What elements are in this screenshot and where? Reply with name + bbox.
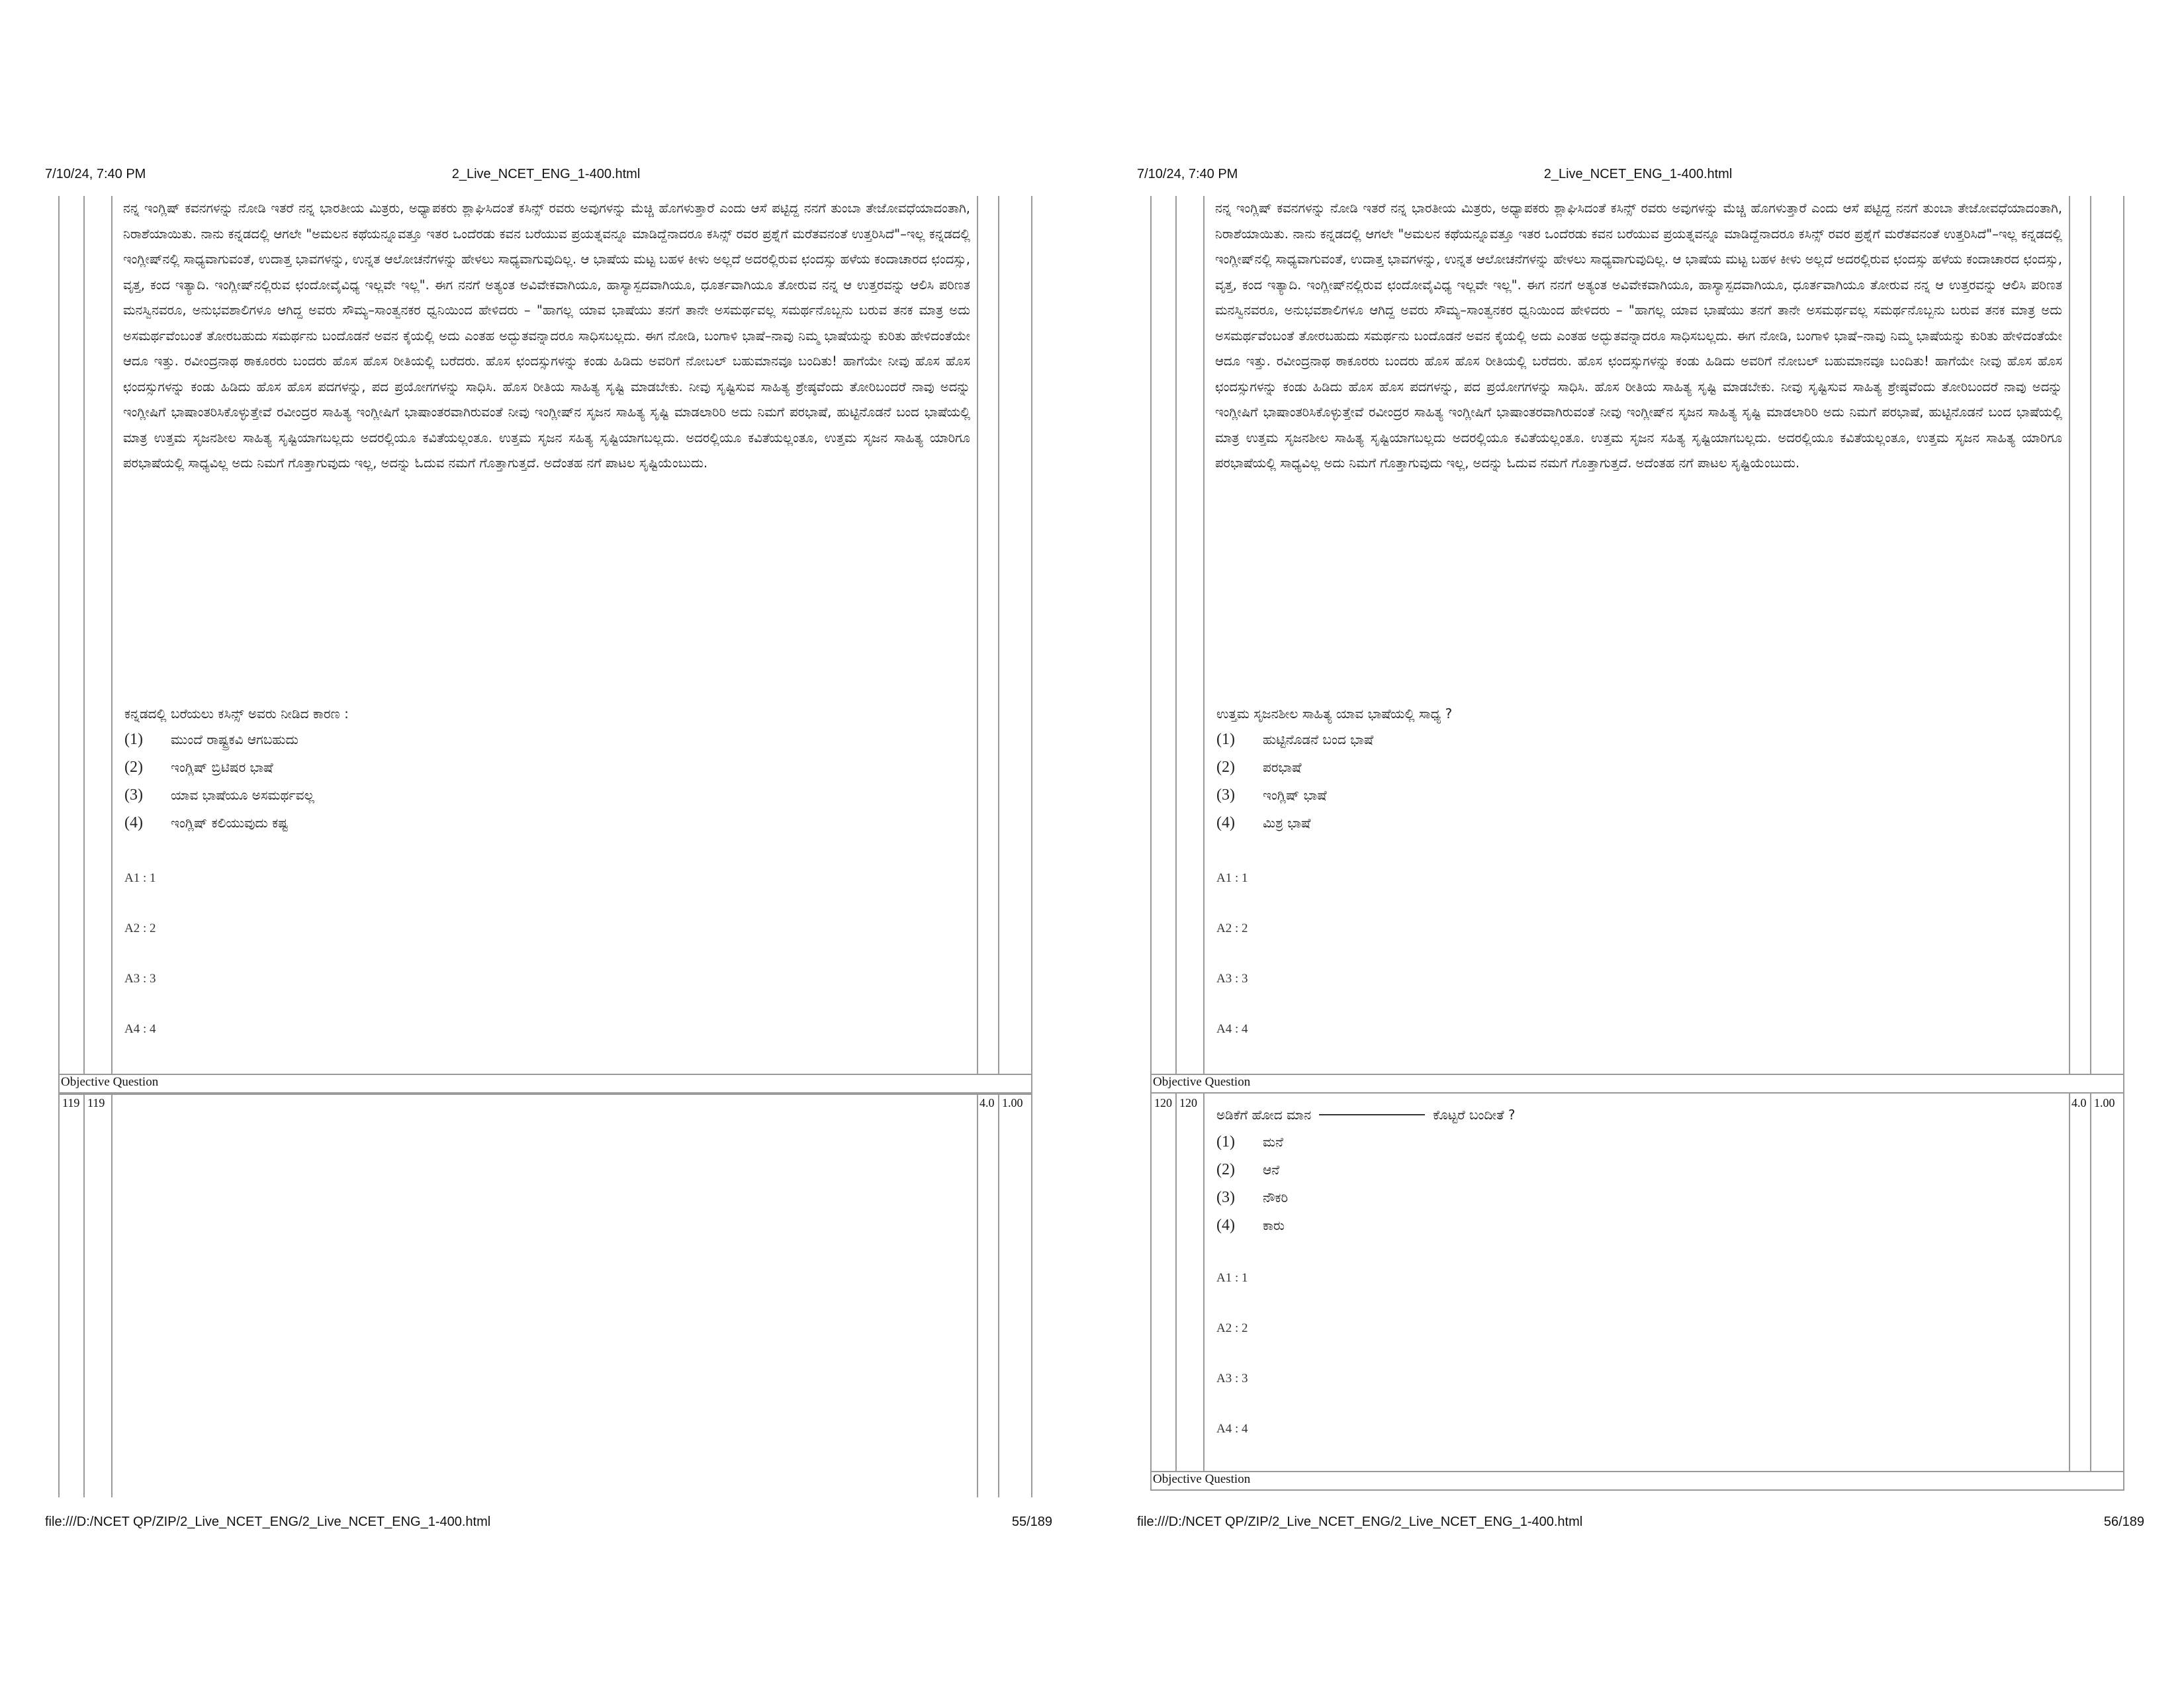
- question-stem: ಕನ್ನಡದಲ್ಲಿ ಬರೆಯಲು ಕಸಿನ್ಸ್ ಅವರು ನೀಡಿದ ಕಾರಣ :: [124, 706, 349, 722]
- table-border-left: [1150, 1092, 1152, 1472]
- option-item: [1216, 753, 1373, 781]
- table-border-col: [2069, 196, 2070, 1080]
- print-title: 2_Live_NCET_ENG_1-400.html: [1543, 167, 1733, 181]
- question-type-row: [1150, 1471, 2124, 1491]
- option-item: [1216, 1184, 1288, 1211]
- question-marks: 4.0: [2071, 1096, 2087, 1109]
- print-title: 2_Live_NCET_ENG_1-400.html: [451, 167, 641, 181]
- question-type-label: Objective Question: [1153, 1075, 1251, 1089]
- print-date: 7/10/24, 7:40 PM: [45, 167, 146, 181]
- table-border-col: [998, 1092, 999, 1497]
- table-border-left: [58, 1092, 60, 1497]
- answer-key-1: A1 : 1: [1216, 1271, 1248, 1285]
- print-date: 7/10/24, 7:40 PM: [1137, 167, 1238, 181]
- table-border-right: [2123, 1092, 2124, 1472]
- table-border-left: [1150, 196, 1152, 1080]
- table-border-col: [998, 196, 999, 1080]
- answer-key-2: A2 : 2: [1216, 1321, 1248, 1335]
- option-number: (3): [1216, 786, 1235, 804]
- options-list: [1216, 726, 1373, 837]
- table-border-col: [2090, 1092, 2091, 1472]
- option-item: [1216, 781, 1373, 809]
- option-text: ಮುಂದೆ ರಾಷ್ಟ್ರಕವಿ ಆಗಬಹುದು: [171, 731, 298, 747]
- option-number: (2): [124, 758, 143, 776]
- question-type-label: Objective Question: [1153, 1472, 1251, 1486]
- option-text: ಇಂಗ್ಲಿಷ್ ಕಲಿಯುವುದು ಕಷ್ಟ: [171, 815, 289, 831]
- option-text: ಪರಭಾಷೆ: [1263, 759, 1302, 775]
- reading-passage: ನನ್ನ ಇಂಗ್ಲಿಷ್ ಕವನಗಳನ್ನು ನೋಡಿ ಇತರೆ ನನ್ನ ಭಾರತೀಯ ಮಿತ್ರರು, ಅಧ್ಯಾಪಕರು ಶ್ಲಾಘಿಸಿದಂತೆ ಕಸಿನ್ಸ್ ರವರು ಅವುಗಳನ್ನು ಮೆಚ್ಚಿ ಹೊಗಳುತ್ತಾರೆ ಎಂದು ಆಸೆ ಪಟ್ಟಿದ್ದ ನನಗೆ ತುಂಬಾ ತೇಜೋವಧೆಯಾದಂತಾಗಿ, ನಿರಾಶೆಯಾಯಿತು. ನಾನು ಕನ್ನಡದಲ್ಲಿ ಆಗಲೇ "ಅಮಲನ ಕಥೆಯನ್ನೂವತ್ತೂ ಇತರ ಒಂದೆರಡು ಕವನ ಬರೆಯುವ ಪ್ರಯತ್ನವನ್ನೂ ಮಾಡಿದ್ದೆನಾದರೂ ಕಸಿನ್ಸ್ ರವರ ಪ್ರಶ್ನೆಗೆ ಮರೆತವನಂತೆ ಉತ್ತರಿಸಿದೆ"–ಇಲ್ಲ ಕನ್ನಡದಲ್ಲಿ ಇಂಗ್ಲೀಷ್‌ನಲ್ಲಿ ಸಾಧ್ಯವಾಗುವಂತೆ, ಉದಾತ್ತ ಭಾವಗಳನ್ನು, ಉನ್ನತ ಆಲೋಚನೆಗಳನ್ನು ಹೇಳಲು ಸಾಧ್ಯವಾಗುವುದಿಲ್ಲ. ಆ ಭಾಷೆಯ ಮಟ್ಟ ಬಹಳ ಕೀಳು ಅಲ್ಲದೆ ಅದರಲ್ಲಿರುವ ಛಂದಸ್ಸು ಹಳೆಯ ಕಂದಾಚಾರದ ಛಂದಸ್ಸು, ವೃತ್ತ, ಕಂದ ಇತ್ಯಾದಿ. ಇಂಗ್ಲೀಷ್‌ನಲ್ಲಿರುವ ಛಂದೋವೈವಿಧ್ಯ ಇಲ್ಲವೇ ಇಲ್ಲ". ಈಗ ನನಗೆ ಅತ್ಯಂತ ಅವಿವೇಕವಾಗಿಯೂ, ಹಾಸ್ಯಾಸ್ಪದವಾಗಿಯೂ, ಧೂರ್ತವಾಗಿಯೂ ತೋರುವ ನನ್ನ ಆ ಉತ್ತರವನ್ನು ಆಲಿಸಿ ಪರಿಣತ ಮನಸ್ವಿನವರೂ, ಅನುಭವಶಾಲಿಗಳೂ ಆಗಿದ್ದ ಅವರು ಸೌಮ್ಯ–ಸಾಂತ್ವನಕರ ಧ್ವನಿಯಿಂದ ಹೇಳಿದರು – "ಹಾಗಲ್ಲ ಯಾವ ಭಾಷೆಯು ತನಗೆ ತಾನೇ ಅಸಮರ್ಥವಲ್ಲ ಸಮರ್ಥನೊಬ್ಬನು ಬರುವ ತನಕ ಮಾತ್ರ ಅದು ಅಸಮರ್ಥವೆಂಬಂತೆ ತೋರಬಹುದು ಸಮರ್ಥನು ಬಂದೊಡನೆ ಅವನ ಕೈಯಲ್ಲಿ ಅದು ಎಂತಹ ಅದ್ಭುತವನ್ನಾದರೂ ಸಾಧಿಸಬಲ್ಲದು. ಈಗ ನೋಡಿ, ಬಂಗಾಳಿ ಭಾಷೆ–ನಾವು ನಿಮ್ಮ ಭಾಷೆಯನ್ನು ಕುರಿತು ಹೇಳಿದಂತೆಯೇ ಆದೂ ಇತ್ತು. ರವೀಂದ್ರನಾಥ ಠಾಕೂರರು ಬಂದರು ಹೊಸ ಹೊಸ ರೀತಿಯಲ್ಲಿ ಬರೆದರು. ಹೊಸ ಛಂದಸ್ಸುಗಳನ್ನು ಕಂಡು ಹಿಡಿದು ಅವರಿಗೆ ನೋಬಲ್ ಬಹುಮಾನವೂ ಬಂದಿತು! ಹಾಗೆಯೇ ನೀವು ಹೊಸ ಹೊಸ ಛಂದಸ್ಸುಗಳನ್ನು ಕಂಡು ಹಿಡಿದು ಹೊಸ ಹೊಸ ಪದಗಳನ್ನು, ಪದ ಪ್ರಯೋಗಗಳನ್ನು ಸಾಧಿಸಿ. ಹೊಸ ರೀತಿಯ ಸಾಹಿತ್ಯ ಸೃಷ್ಟಿ ಮಾಡಬೇಕು. ನೀವು ಸೃಷ್ಟಿಸುವ ಸಾಹಿತ್ಯ ಶ್ರೇಷ್ಠವೆಂದು ತೋರಿಬಂದರೆ ನಾವು ಅದನ್ನು ಇಂಗ್ಲೀಷಿಗೆ ಭಾಷಾಂತರಿಸಿಕೊಳ್ಳುತ್ತೇವೆ ರವೀಂದ್ರರ ಸಾಹಿತ್ಯ ಇಂಗ್ಲೀಷಿಗೆ ಭಾಷಾಂತರವಾಗಿರುವಂತೆ ನೀವು ಇಂಗ್ಲೀಷ್‌ನ ಸೃಜನ ಸಾಹಿತ್ಯ ಸೃಷ್ಟಿ ಮಾಡಲಾರಿರಿ ಅದು ನಿಮಗೆ ಪರಭಾಷೆ, ಹುಟ್ಟಿನೊಡನೆ ಬಂದ ಭಾಷೆಯಲ್ಲಿ ಮಾತ್ರ ಉತ್ತಮ ಸೃಜನಶೀಲ ಸಾಹಿತ್ಯ ಸೃಷ್ಟಿಯಾಗಬಲ್ಲದು ಅದರಲ್ಲಿಯೂ ಕವಿತೆಯಲ್ಲಂತೂ. ಉತ್ತಮ ಸೃಜನ ಸಹಿತ್ಯ ಸೃಷ್ಟಿಯಾಗಬಲ್ಲದು. ಅದರಲ್ಲಿಯೂ ಕವಿತೆಯಲ್ಲಂತೂ, ಉತ್ತಮ ಸೃಜನ ಸಾಹಿತ್ಯ ಯಾರಿಗೂ ಪರಭಾಷೆಯಲ್ಲಿ ಸಾಧ್ಯವಿಲ್ಲ ಅದು ನಿಮಗೆ ಗೊತ್ತಾಗುವುದು ಇಲ್ಲ, ಅದನ್ನು ಓದುವ ನಮಗೆ ಗೊತ್ತಾಗುತ್ತದೆ. ಅದೆಂತಹ ನಗೆ ಪಾಟಲ ಸೃಷ್ಟಿಯೆಂಬುದು.: [123, 201, 970, 471]
- negative-marks: 1.00: [2094, 1096, 2115, 1109]
- answer-key-3: A3 : 3: [1216, 1372, 1248, 1385]
- options-list: [1216, 1128, 1288, 1239]
- question-type-label: Objective Question: [61, 1075, 159, 1089]
- option-item: [124, 809, 314, 837]
- negative-marks: 1.00: [1002, 1096, 1023, 1109]
- option-text: ಆನೆ: [1263, 1162, 1280, 1178]
- answer-key-2: A2 : 2: [1216, 921, 1248, 935]
- answer-key-4: A4 : 4: [1216, 1022, 1248, 1036]
- option-number: (4): [124, 814, 143, 831]
- row-divider: [58, 1094, 1032, 1095]
- question-serial: 119: [62, 1096, 80, 1109]
- question-marks: 4.0: [979, 1096, 995, 1109]
- option-item: [124, 753, 314, 781]
- question-serial: 120: [1154, 1096, 1172, 1109]
- option-number: (1): [1216, 1133, 1235, 1150]
- question-id: 120: [1179, 1096, 1197, 1109]
- option-text: ಇಂಗ್ಲಿಷ್ ಬ್ರಿಟಿಷರ ಭಾಷೆ: [171, 759, 273, 775]
- option-number: (2): [1216, 758, 1235, 776]
- reading-passage: ನನ್ನ ಇಂಗ್ಲಿಷ್ ಕವನಗಳನ್ನು ನೋಡಿ ಇತರೆ ನನ್ನ ಭಾರತೀಯ ಮಿತ್ರರು, ಅಧ್ಯಾಪಕರು ಶ್ಲಾಘಿಸಿದಂತೆ ಕಸಿನ್ಸ್ ರವರು ಅವುಗಳನ್ನು ಮೆಚ್ಚಿ ಹೊಗಳುತ್ತಾರೆ ಎಂದು ಆಸೆ ಪಟ್ಟಿದ್ದ ನನಗೆ ತುಂಬಾ ತೇಜೋವಧೆಯಾದಂತಾಗಿ, ನಿರಾಶೆಯಾಯಿತು. ನಾನು ಕನ್ನಡದಲ್ಲಿ ಆಗಲೇ "ಅಮಲನ ಕಥೆಯನ್ನೂವತ್ತೂ ಇತರ ಒಂದೆರಡು ಕವನ ಬರೆಯುವ ಪ್ರಯತ್ನವನ್ನೂ ಮಾಡಿದ್ದೆನಾದರೂ ಕಸಿನ್ಸ್ ರವರ ಪ್ರಶ್ನೆಗೆ ಮರೆತವನಂತೆ ಉತ್ತರಿಸಿದೆ"–ಇಲ್ಲ ಕನ್ನಡದಲ್ಲಿ ಇಂಗ್ಲೀಷ್‌ನಲ್ಲಿ ಸಾಧ್ಯವಾಗುವಂತೆ, ಉದಾತ್ತ ಭಾವಗಳನ್ನು, ಉನ್ನತ ಆಲೋಚನೆಗಳನ್ನು ಹೇಳಲು ಸಾಧ್ಯವಾಗುವುದಿಲ್ಲ. ಆ ಭಾಷೆಯ ಮಟ್ಟ ಬಹಳ ಕೀಳು ಅಲ್ಲದೆ ಅದರಲ್ಲಿರುವ ಛಂದಸ್ಸು ಹಳೆಯ ಕಂದಾಚಾರದ ಛಂದಸ್ಸು, ವೃತ್ತ, ಕಂದ ಇತ್ಯಾದಿ. ಇಂಗ್ಲೀಷ್‌ನಲ್ಲಿರುವ ಛಂದೋವೈವಿಧ್ಯ ಇಲ್ಲವೇ ಇಲ್ಲ". ಈಗ ನನಗೆ ಅತ್ಯಂತ ಅವಿವೇಕವಾಗಿಯೂ, ಹಾಸ್ಯಾಸ್ಪದವಾಗಿಯೂ, ಧೂರ್ತವಾಗಿಯೂ ತೋರುವ ನನ್ನ ಆ ಉತ್ತರವನ್ನು ಆಲಿಸಿ ಪರಿಣತ ಮನಸ್ವಿನವರೂ, ಅನುಭವಶಾಲಿಗಳೂ ಆಗಿದ್ದ ಅವರು ಸೌಮ್ಯ–ಸಾಂತ್ವನಕರ ಧ್ವನಿಯಿಂದ ಹೇಳಿದರು – "ಹಾಗಲ್ಲ ಯಾವ ಭಾಷೆಯು ತನಗೆ ತಾನೇ ಅಸಮರ್ಥವಲ್ಲ ಸಮರ್ಥನೊಬ್ಬನು ಬರುವ ತನಕ ಮಾತ್ರ ಅದು ಅಸಮರ್ಥವೆಂಬಂತೆ ತೋರಬಹುದು ಸಮರ್ಥನು ಬಂದೊಡನೆ ಅವನ ಕೈಯಲ್ಲಿ ಅದು ಎಂತಹ ಅದ್ಭುತವನ್ನಾದರೂ ಸಾಧಿಸಬಲ್ಲದು. ಈಗ ನೋಡಿ, ಬಂಗಾಳಿ ಭಾಷೆ–ನಾವು ನಿಮ್ಮ ಭಾಷೆಯನ್ನು ಕುರಿತು ಹೇಳಿದಂತೆಯೇ ಆದೂ ಇತ್ತು. ರವೀಂದ್ರನಾಥ ಠಾಕೂರರು ಬಂದರು ಹೊಸ ಹೊಸ ರೀತಿಯಲ್ಲಿ ಬರೆದರು. ಹೊಸ ಛಂದಸ್ಸುಗಳನ್ನು ಕಂಡು ಹಿಡಿದು ಅವರಿಗೆ ನೋಬಲ್ ಬಹುಮಾನವೂ ಬಂದಿತು! ಹಾಗೆಯೇ ನೀವು ಹೊಸ ಹೊಸ ಛಂದಸ್ಸುಗಳನ್ನು ಕಂಡು ಹಿಡಿದು ಹೊಸ ಹೊಸ ಪದಗಳನ್ನು, ಪದ ಪ್ರಯೋಗಗಳನ್ನು ಸಾಧಿಸಿ. ಹೊಸ ರೀತಿಯ ಸಾಹಿತ್ಯ ಸೃಷ್ಟಿ ಮಾಡಬೇಕು. ನೀವು ಸೃಷ್ಟಿಸುವ ಸಾಹಿತ್ಯ ಶ್ರೇಷ್ಠವೆಂದು ತೋರಿಬಂದರೆ ನಾವು ಅದನ್ನು ಇಂಗ್ಲೀಷಿಗೆ ಭಾಷಾಂತರಿಸಿಕೊಳ್ಳುತ್ತೇವೆ ರವೀಂದ್ರರ ಸಾಹಿತ್ಯ ಇಂಗ್ಲೀಷಿಗೆ ಭಾಷಾಂತರವಾಗಿರುವಂತೆ ನೀವು ಇಂಗ್ಲೀಷ್‌ನ ಸೃಜನ ಸಾಹಿತ್ಯ ಸೃಷ್ಟಿ ಮಾಡಲಾರಿರಿ ಅದು ನಿಮಗೆ ಪರಭಾಷೆ, ಹುಟ್ಟಿನೊಡನೆ ಬಂದ ಭಾಷೆಯಲ್ಲಿ ಮಾತ್ರ ಉತ್ತಮ ಸೃಜನಶೀಲ ಸಾಹಿತ್ಯ ಸೃಷ್ಟಿಯಾಗಬಲ್ಲದು ಅದರಲ್ಲಿಯೂ ಕವಿತೆಯಲ್ಲಂತೂ. ಉತ್ತಮ ಸೃಜನ ಸಹಿತ್ಯ ಸೃಷ್ಟಿಯಾಗಬಲ್ಲದು. ಅದರಲ್ಲಿಯೂ ಕವಿತೆಯಲ್ಲಂತೂ, ಉತ್ತಮ ಸೃಜನ ಸಾಹಿತ್ಯ ಯಾರಿಗೂ ಪರಭಾಷೆಯಲ್ಲಿ ಸಾಧ್ಯವಿಲ್ಲ ಅದು ನಿಮಗೆ ಗೊತ್ತಾಗುವುದು ಇಲ್ಲ, ಅದನ್ನು ಓದುವ ನಮಗೆ ಗೊತ್ತಾಗುತ್ತದೆ. ಅದೆಂತಹ ನಗೆ ಪಾಟಲ ಸೃಷ್ಟಿಯೆಂಬುದು.: [1215, 201, 2062, 471]
- table-border-col: [111, 1092, 113, 1497]
- print-file-path: file:///D:/NCET QP/ZIP/2_Live_NCET_ENG/2_Live_NCET_ENG_1-400.html: [1137, 1515, 1583, 1529]
- option-item: [1216, 1156, 1288, 1184]
- option-number: (4): [1216, 1216, 1235, 1234]
- stem-part-2: ಕೊಟ್ಟರೆ ಬಂದೀತೆ ?: [1433, 1107, 1516, 1123]
- table-border-left: [58, 196, 60, 1080]
- question-stem: ಉತ್ತಮ ಸೃಜನಶೀಲ ಸಾಹಿತ್ಯ ಯಾವ ಭಾಷೆಯಲ್ಲಿ ಸಾಧ್ಯ ?: [1216, 706, 1453, 722]
- answer-key-1: A1 : 1: [1216, 871, 1248, 885]
- table-border-col: [2090, 196, 2091, 1080]
- option-item: [1216, 1211, 1288, 1239]
- option-item: [1216, 809, 1373, 837]
- option-number: (3): [124, 786, 143, 804]
- option-number: (2): [1216, 1160, 1235, 1178]
- table-border-right: [1031, 1092, 1032, 1497]
- table-border-col: [977, 196, 978, 1080]
- page-number: 56/189: [2103, 1515, 2144, 1529]
- option-item: [124, 781, 314, 809]
- table-border-right: [1031, 196, 1032, 1080]
- option-number: (1): [1216, 730, 1235, 748]
- answer-key-4: A4 : 4: [124, 1022, 156, 1036]
- table-border-col: [977, 1092, 978, 1497]
- question-type-row: [1150, 1074, 2124, 1094]
- print-page-56: [1092, 0, 2184, 1688]
- option-number: (1): [124, 730, 143, 748]
- answer-key-3: A3 : 3: [1216, 972, 1248, 986]
- table-border-col: [1175, 1092, 1177, 1472]
- table-border-col: [1175, 196, 1177, 1080]
- table-border-col: [1203, 1092, 1205, 1472]
- option-text: ಮಿಶ್ರ ಭಾಷೆ: [1263, 815, 1311, 831]
- option-text: ಯಾವ ಭಾಷೆಯೂ ಅಸಮರ್ಥವಲ್ಲ: [171, 787, 314, 803]
- option-number: (3): [1216, 1188, 1235, 1206]
- answer-key-1: A1 : 1: [124, 871, 156, 885]
- options-list: [124, 726, 314, 837]
- option-number: (4): [1216, 814, 1235, 831]
- table-border-col: [83, 1092, 85, 1497]
- table-border-right: [2123, 196, 2124, 1080]
- option-item: [1216, 1128, 1288, 1156]
- option-text: ನೌಕರಿ: [1263, 1190, 1289, 1205]
- table-border-col: [2069, 1092, 2070, 1472]
- answer-key-2: A2 : 2: [124, 921, 156, 935]
- page-number: 55/189: [1011, 1515, 1052, 1529]
- option-text: ಇಂಗ್ಲಿಷ್ ಭಾಷೆ: [1263, 787, 1327, 803]
- table-border-col: [83, 196, 85, 1080]
- fill-in-blank: [1319, 1114, 1425, 1115]
- table-border-col: [1203, 196, 1205, 1080]
- question-stem: [1216, 1107, 1515, 1123]
- answer-key-4: A4 : 4: [1216, 1422, 1248, 1436]
- option-text: ಕಾರು: [1263, 1217, 1285, 1233]
- table-border-col: [111, 196, 113, 1080]
- option-text: ಹುಟ್ಟಿನೊಡನೆ ಬಂದ ಭಾಷೆ: [1263, 731, 1374, 747]
- question-id: 119: [87, 1096, 105, 1109]
- print-file-path: file:///D:/NCET QP/ZIP/2_Live_NCET_ENG/2_Live_NCET_ENG_1-400.html: [45, 1515, 491, 1529]
- stem-part-1: ಅಡಿಕೆಗೆ ಹೋದ ಮಾನ: [1216, 1107, 1312, 1123]
- answer-key-3: A3 : 3: [124, 972, 156, 986]
- option-item: [124, 726, 314, 753]
- option-item: [1216, 726, 1373, 753]
- question-type-row: [58, 1074, 1032, 1094]
- option-text: ಮನೆ: [1263, 1134, 1283, 1150]
